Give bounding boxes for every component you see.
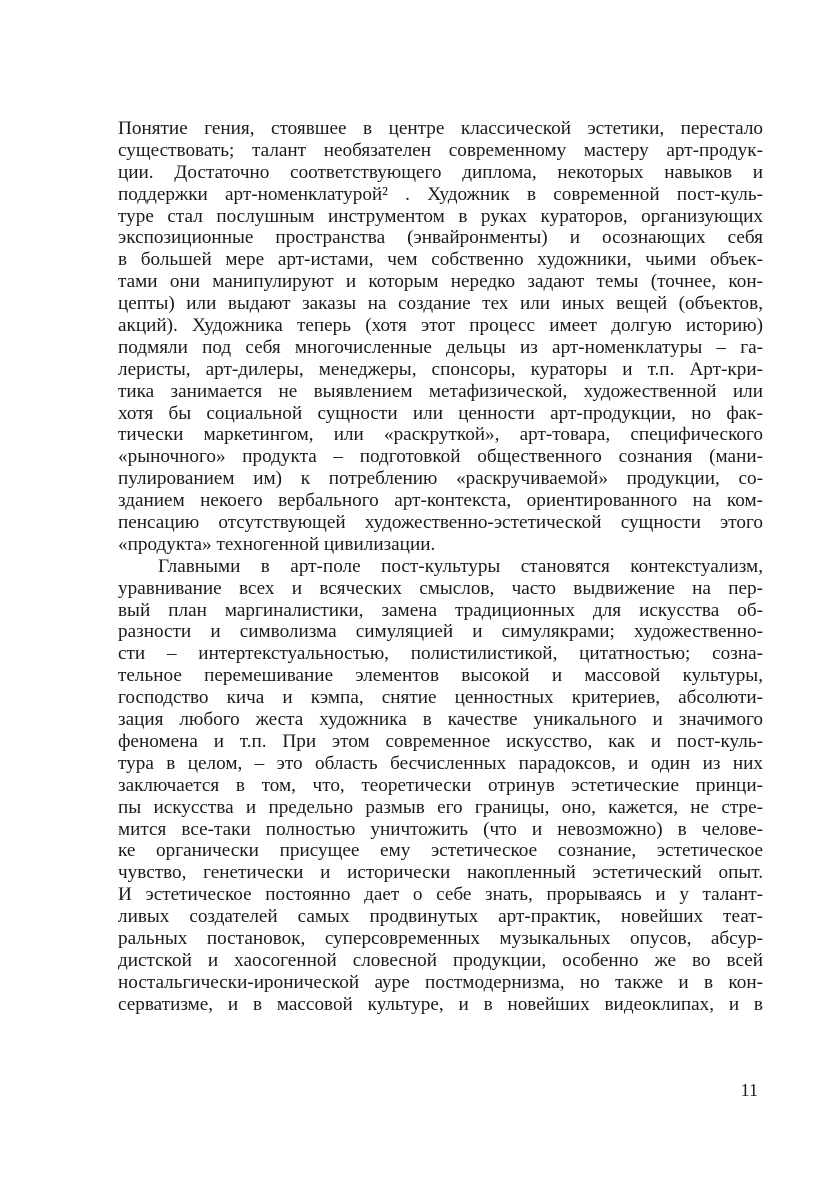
text-line: тически маркетингом, или «раскруткой», арт-товара, специфического	[118, 424, 763, 446]
text-line: леристы, арт-дилеры, менеджеры, спонсоры, кураторы и т.п. Арт-кри-	[118, 358, 763, 380]
text-line: пулированием им) к потреблению «раскручиваемой» продукции, со-	[118, 468, 763, 490]
text-line: заключается в том, что, теоретически отринув эстетические принци-	[118, 774, 763, 796]
text-line: Понятие гения, стоявшее в центре классической эстетики, перестало	[118, 118, 763, 139]
text-line: экспозиционные пространства (энвайронменты) и осознающих себя	[118, 227, 763, 249]
text-line: «продукта» техногенной цивилизации.	[118, 533, 436, 555]
text-line: тами они манипулируют и которым нередко задают темы (точнее, кон-	[118, 271, 763, 293]
text-line: сти – интертекстуальностью, полистилистикой, цитатностью; созна-	[118, 643, 763, 665]
text-line: мится все-таки полностью уничтожить (что и невозможно) в челове-	[118, 818, 763, 840]
text-line: акций). Художника теперь (хотя этот процесс имеет долгую историю)	[118, 315, 763, 337]
text-line: в большей мере арт-истами, чем собственно художники, чьими объек-	[118, 249, 763, 271]
text-line: тура в целом, – это область бесчисленных парадоксов, и один из них	[118, 752, 763, 774]
text-line: ральных постановок, суперсовременных музыкальных опусов, абсур-	[118, 927, 763, 949]
text-line: чувство, генетически и исторически накопленный эстетический опыт.	[118, 862, 763, 884]
text-line: серватизме, и в массовой культуре, и в новейших видеоклипах, и в	[118, 993, 763, 1015]
text-line: ливых создателей самых продвинутых арт-практик, новейших теат-	[118, 906, 763, 928]
text-line: феномена и т.п. При этом современное искусство, как и пост-куль-	[118, 730, 763, 752]
text-line: ции. Достаточно соответствующего диплома, некоторых навыков и	[118, 161, 763, 183]
text-line: зация любого жеста художника в качестве уникального и значимого	[118, 709, 763, 731]
text-line: тика занимается не выявлением метафизической, художественной или	[118, 380, 763, 402]
text-line: поддержки арт-номенклатурой² . Художник в современной пост-куль-	[118, 183, 763, 205]
text-line: пенсацию отсутствующей художественно-эстетической сущности этого	[118, 512, 763, 534]
text-line: «рыночного» продукта – подготовкой общественного сознания (мани-	[118, 446, 763, 468]
text-line: господство кича и кэмпа, снятие ценностных критериев, абсолюти-	[118, 687, 763, 709]
text-line: подмяли под себя многочисленные дельцы из арт-номенклатуры – га-	[118, 336, 763, 358]
text-line: дистской и хаосогенной словесной продукции, особенно же во всей	[118, 949, 763, 971]
text-line: разности и символизма симуляцией и симулякрами; художественно-	[118, 621, 763, 643]
text-line: уравнивание всех и всяческих смыслов, часто выдвижение на пер-	[118, 577, 763, 599]
text-line: вый план маргиналистики, замена традиционных для искусства об-	[118, 599, 763, 621]
text-line: Главными в арт-поле пост-культуры становятся контекстуализм,	[158, 555, 763, 577]
body-text	[118, 118, 763, 1016]
text-line: существовать; талант необязателен современному мастеру арт-продук-	[118, 139, 763, 161]
text-line: И эстетическое постоянно дает о себе знать, прорываясь и у талант-	[118, 884, 763, 906]
page-number: 11	[740, 1080, 758, 1100]
text-line: туре стал послушным инструментом в руках кураторов, организующих	[118, 205, 763, 227]
text-line: цепты) или выдают заказы на создание тех или иных вещей (объектов,	[118, 293, 763, 315]
text-line: ностальгически-иронической ауре постмодернизма, но также и в кон-	[118, 971, 763, 993]
text-line: хотя бы социальной сущности или ценности арт-продукции, но фак-	[118, 402, 763, 424]
text-line: ке органически присущее ему эстетическое сознание, эстетическое	[118, 840, 763, 862]
text-line: тельное перемешивание элементов высокой и массовой культуры,	[118, 665, 763, 687]
text-line: пы искусства и предельно размыв его границы, оно, кажется, не стре-	[118, 796, 763, 818]
text-line: зданием некоего вербального арт-контекста, ориентированного на ком-	[118, 490, 763, 512]
